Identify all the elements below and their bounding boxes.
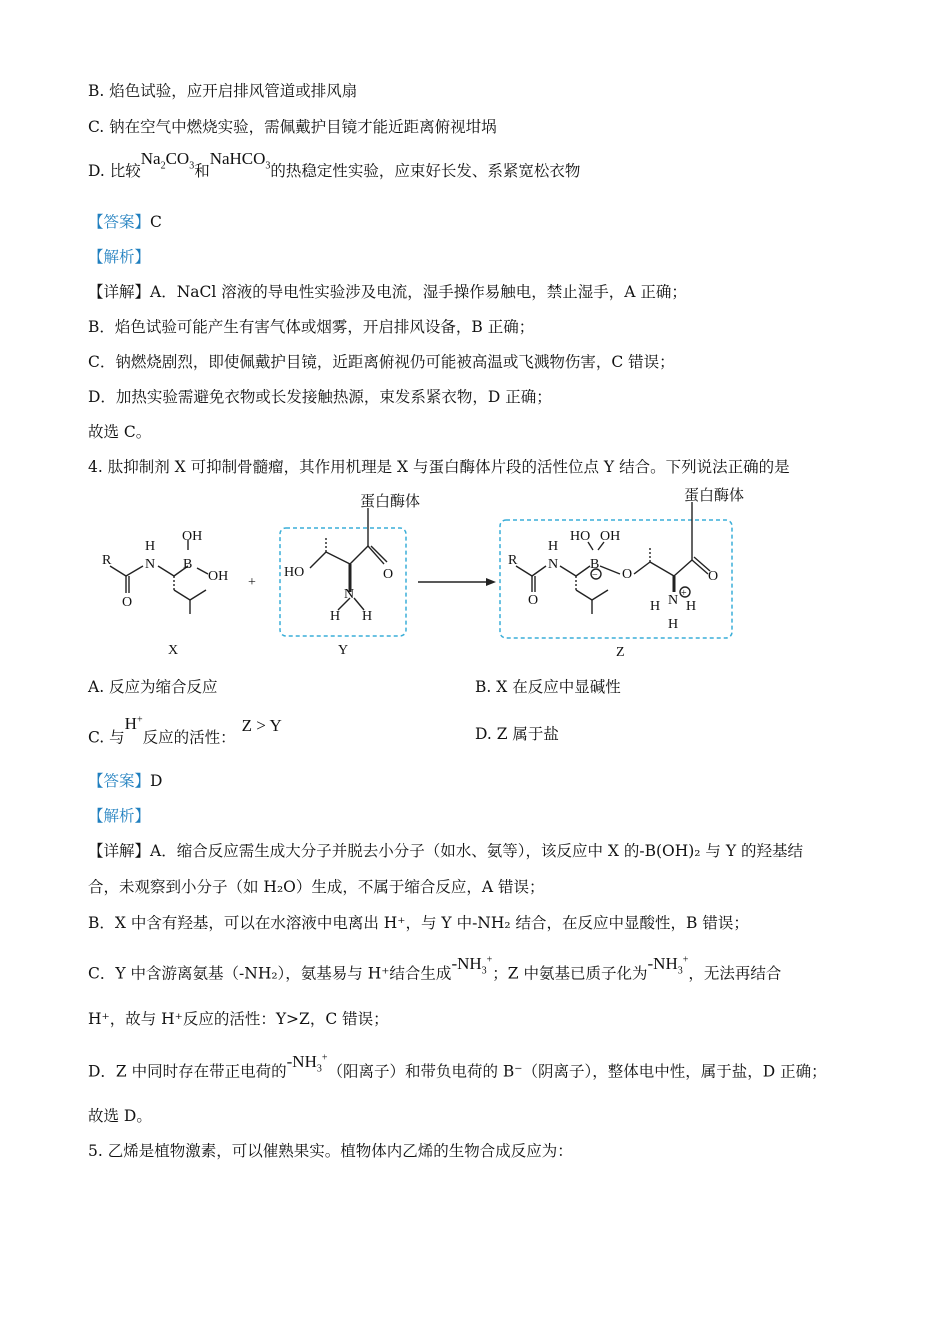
answer-value: C xyxy=(150,213,162,231)
nh3-plus-formula: $-NH_3^+$ xyxy=(647,953,689,977)
label-z: Z xyxy=(616,645,625,660)
answer-tag: 【答案】 xyxy=(88,772,151,790)
q3-conclusion: 故选 C。 xyxy=(88,423,152,441)
z-h2-label: H xyxy=(686,599,697,614)
q4-option-c: C. 与H+反应的活性：Z > Y xyxy=(88,713,282,747)
x-o-label: O xyxy=(122,595,133,610)
z-ether-o-label: O xyxy=(622,567,633,582)
nh3-plus-formula: $-NH_3^+$ xyxy=(286,1051,328,1075)
q4-answer xyxy=(88,770,162,792)
analysis-tag: 【解析】 xyxy=(88,248,151,266)
q3-analysis xyxy=(88,246,150,268)
formula-na2co3: $Na_2CO_3$ xyxy=(140,149,195,172)
q3-option-d-suffix: 的热稳定性实验，应束好长发、系紧宽松衣物 xyxy=(270,162,581,180)
label-y: Y xyxy=(338,643,349,658)
y-dashed-box xyxy=(280,528,406,636)
q5-stem: 5. 乙烯是植物激素，可以催熟果实。植物体内乙烯的生物合成反应为： xyxy=(88,1142,573,1160)
q3-detail-a: 【详解】A．NaCl 溶液的导电性实验涉及电流，湿手操作易触电，禁止湿手，A 正确； xyxy=(88,283,687,301)
protease-label-y: 蛋白酶体 xyxy=(360,494,421,510)
q4-detail-a-line1: 【详解】A．缩合反应需生成大分子并脱去小分子（如水、氨等），该反应中 X 的-B(OH)₂ 与 Y 的羟基结 xyxy=(88,842,804,860)
z-r-label: R xyxy=(508,553,518,568)
plus-sign: + xyxy=(248,575,256,590)
q4-conclusion: 故选 D。 xyxy=(88,1107,152,1125)
negative-charge-icon: − xyxy=(592,570,598,581)
x-oh2-label: OH xyxy=(208,569,229,584)
analysis-tag: 【解析】 xyxy=(88,807,151,825)
z-ho-label: HO xyxy=(570,529,591,544)
positive-charge-icon: + xyxy=(681,588,687,599)
q4-detail-c-line1: C．Y 中含游离氨基（-NH₂），氨基易与 H⁺结合生成$-NH_3^+$；Z 中氨基已质子化为$-NH_3^+$，无法再结合 xyxy=(88,953,782,983)
y-h1-label: H xyxy=(330,609,341,624)
q4-detail-d: D．Z 中同时存在带正电荷的$-NH_3^+$（阳离子）和带负电荷的 B⁻（阴离子），整体电中性，属于盐，D 正确； xyxy=(88,1051,827,1081)
h-plus-ion: H+ xyxy=(124,713,143,733)
q3-option-d xyxy=(88,149,581,189)
nh3-plus-formula: $-NH_3^+$ xyxy=(451,953,493,977)
q4-detail-a-line2: 合，未观察到小分子（如 H₂O）生成，不属于缩合反应，A 错误； xyxy=(88,878,545,896)
label-x: X xyxy=(168,643,179,658)
z-carbonyl-o-label: O xyxy=(708,569,719,584)
z-h3-label: H xyxy=(668,617,679,632)
q3-detail-c: C．钠燃烧剧烈，即使佩戴护目镜，近距离俯视仍可能被高温或飞溅物伤害，C 错误； xyxy=(88,353,675,371)
x-oh1-label: OH xyxy=(182,529,203,544)
z-h1-label: H xyxy=(650,599,661,614)
activity-comparison: Z > Y xyxy=(241,715,282,735)
z-n-label: N xyxy=(548,557,559,572)
formula-nahco3: NaHCO$_3$ xyxy=(209,149,271,172)
answer-tag: 【答案】 xyxy=(88,213,151,231)
reaction-scheme xyxy=(88,486,748,664)
q4-option-a: A. 反应为缩合反应 xyxy=(88,678,218,696)
y-o-label: O xyxy=(383,567,394,582)
x-n-label: N xyxy=(145,557,156,572)
x-r-label: R xyxy=(102,553,112,568)
reaction-arrow-icon xyxy=(486,578,496,586)
z-oh-label: OH xyxy=(600,529,621,544)
x-b-label: B xyxy=(183,557,193,572)
z-n-label-2: N xyxy=(668,593,679,608)
y-n-label: N xyxy=(344,587,355,602)
q4-stem: 4. 肽抑制剂 X 可抑制骨髓瘤，其作用机理是 X 与蛋白酶体片段的活性位点 Y 结合。下列说法正确的是 xyxy=(88,458,790,476)
q4-option-d: D. Z 属于盐 xyxy=(475,725,559,743)
q3-answer xyxy=(88,211,162,233)
answer-value: D xyxy=(150,772,163,790)
q4-analysis xyxy=(88,805,150,827)
y-h2-label: H xyxy=(362,609,373,624)
z-h-label: H xyxy=(548,539,559,554)
q3-detail-b: B．焰色试验可能产生有害气体或烟雾，开启排风设备，B 正确； xyxy=(88,318,535,336)
protease-label-z: 蛋白酶体 xyxy=(684,488,745,504)
z-o-label: O xyxy=(528,593,539,608)
q3-detail-d: D．加热实验需避免衣物或长发接触热源，束发系紧衣物，D 正确； xyxy=(88,388,552,406)
q3-option-d-and: 和 xyxy=(194,162,210,180)
detail-tag: 【详解】 xyxy=(88,283,151,301)
q4-detail-b: B．X 中含有羟基，可以在水溶液中电离出 H⁺，与 Y 中-NH₂ 结合，在反应中显酸性，B 错误； xyxy=(88,914,749,932)
q3-option-b: B. 焰色试验，应开启排风管道或排风扇 xyxy=(88,82,358,100)
x-h-label: H xyxy=(145,539,156,554)
q3-option-d-prefix: D. 比较 xyxy=(88,162,141,180)
z-b-label: B xyxy=(590,557,600,572)
q4-detail-c-line2: H⁺，故与 H⁺反应的活性：Y>Z，C 错误； xyxy=(88,1010,389,1028)
y-ho-label: HO xyxy=(284,565,305,580)
q3-option-c: C. 钠在空气中燃烧实验，需佩戴护目镜才能近距离俯视坩埚 xyxy=(88,118,497,136)
detail-tag: 【详解】 xyxy=(88,842,151,860)
q4-option-b: B. X 在反应中显碱性 xyxy=(475,678,621,696)
